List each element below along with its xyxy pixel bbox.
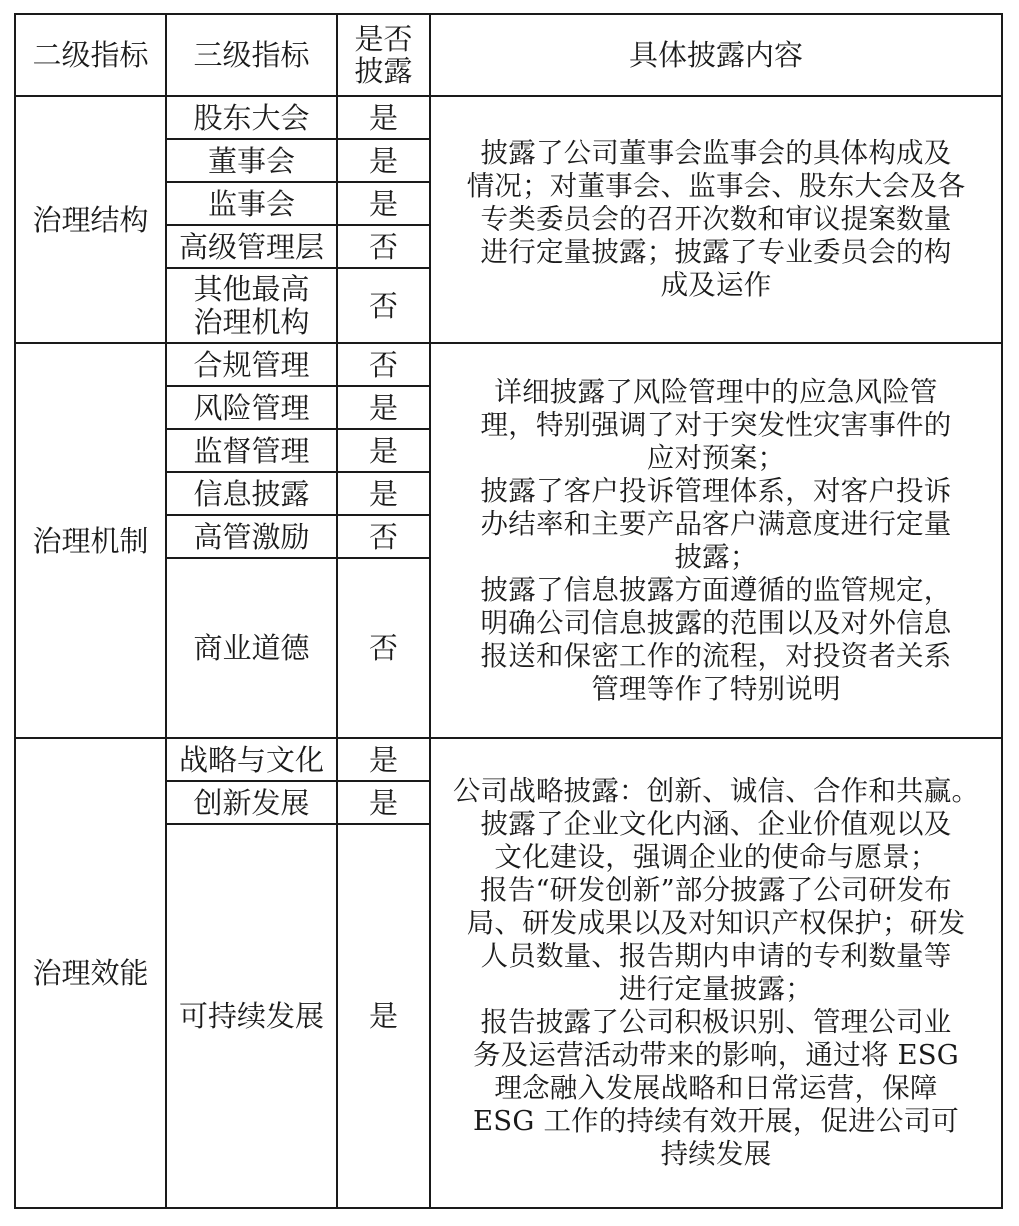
level3-cell: 可持续发展 [166, 824, 337, 1208]
level3-cell: 董事会 [166, 139, 337, 182]
content-line: 披露了信息披露方面遵循的监管规定， [480, 573, 952, 606]
disclosed-cell: 否 [337, 515, 430, 558]
content-line: ESG 工作的持续有效开展，促进公司可 [473, 1105, 959, 1137]
level2-cell: 治理结构 [15, 96, 166, 343]
content-line: 办结率和主要产品客户满意度进行定量 [480, 507, 952, 540]
content-line: 明确公司信息披露的范围以及对外信息 [480, 606, 952, 639]
content-line: 进行定量披露；披露了专业委员会的构 [480, 236, 952, 268]
disclosed-cell: 是 [337, 824, 430, 1208]
disclosed-cell: 是 [337, 386, 430, 429]
header-disclosed [337, 14, 430, 96]
level3-cell: 高管激励 [166, 515, 337, 558]
content-line: 报告披露了公司积极识别、管理公司业 [480, 1006, 952, 1038]
content-line: 披露； [674, 540, 758, 573]
table-row [15, 343, 1002, 386]
level3-cell: 合规管理 [166, 343, 337, 386]
disclosed-cell: 否 [337, 268, 430, 343]
table-row [15, 738, 1002, 781]
disclosed-cell: 是 [337, 738, 430, 781]
disclosed-cell: 是 [337, 781, 430, 824]
content-line: 报告“研发创新”部分披露了公司研发布 [480, 874, 952, 906]
header-level3: 三级指标 [166, 14, 337, 96]
content-line: 理，特别强调了对于突发性灾害事件的 [480, 408, 952, 441]
disclosed-cell: 是 [337, 429, 430, 472]
content-line: 文化建设，强调企业的使命与愿景； [494, 841, 938, 873]
level3-cell: 风险管理 [166, 386, 337, 429]
content-line: 报送和保密工作的流程，对投资者关系 [480, 639, 952, 672]
content-line: 管理等作了特别说明 [591, 672, 841, 705]
level3-cell: 信息披露 [166, 472, 337, 515]
content-line: 持续发展 [660, 1138, 772, 1170]
content-line: 公司战略披露：创新、诚信、合作和共赢。 [452, 775, 980, 807]
disclosed-cell: 是 [337, 472, 430, 515]
level3-cell: 战略与文化 [166, 738, 337, 781]
content-line: 应对预案； [646, 441, 786, 474]
disclosed-cell: 是 [337, 182, 430, 225]
disclosed-cell: 是 [337, 96, 430, 139]
content-line: 进行定量披露； [619, 973, 813, 1005]
content-line: 披露了公司董事会监事会的具体构成及 [480, 137, 952, 169]
table-row [15, 96, 1002, 139]
content-line: 披露了客户投诉管理体系，对客户投诉 [480, 474, 952, 507]
level2-cell: 治理机制 [15, 343, 166, 738]
disclosed-cell: 否 [337, 343, 430, 386]
content-line: 人员数量、报告期内申请的专利数量等 [480, 940, 952, 972]
content-line: 务及运营活动带来的影响，通过将 ESG [473, 1039, 959, 1071]
content-line: 成及运作 [660, 269, 772, 301]
level3-cell: 高级管理层 [166, 225, 337, 268]
level3-wrap: 其他最高治理机构 [193, 271, 310, 339]
level3-cell [166, 268, 337, 343]
level3-cell: 商业道德 [166, 558, 337, 738]
disclosed-cell: 否 [337, 558, 430, 738]
disclosed-cell: 是 [337, 139, 430, 182]
header-content: 具体披露内容 [430, 14, 1002, 96]
content-line: 理念融入发展战略和日常运营，保障 [494, 1072, 938, 1104]
content-cell [430, 343, 1002, 738]
header-level2: 二级指标 [15, 14, 166, 96]
header-row [15, 14, 1002, 96]
level3-cell: 股东大会 [166, 96, 337, 139]
disclosure-table [14, 13, 1003, 1209]
content-line: 详细披露了风险管理中的应急风险管 [494, 375, 938, 408]
disclosed-cell: 否 [337, 225, 430, 268]
level3-cell: 创新发展 [166, 781, 337, 824]
content-line: 情况；对董事会、监事会、股东大会及各 [466, 170, 966, 202]
content-cell [430, 738, 1002, 1208]
level3-cell: 监事会 [166, 182, 337, 225]
content-line: 披露了企业文化内涵、企业价值观以及 [480, 808, 952, 840]
content-line: 局、研发成果以及对知识产权保护；研发 [466, 907, 966, 939]
level3-cell: 监督管理 [166, 429, 337, 472]
level2-cell: 治理效能 [15, 738, 166, 1208]
content-cell [430, 96, 1002, 343]
content-line: 专类委员会的召开次数和审议提案数量 [480, 203, 952, 235]
header-disclosed-text: 是否披露 [354, 22, 413, 88]
